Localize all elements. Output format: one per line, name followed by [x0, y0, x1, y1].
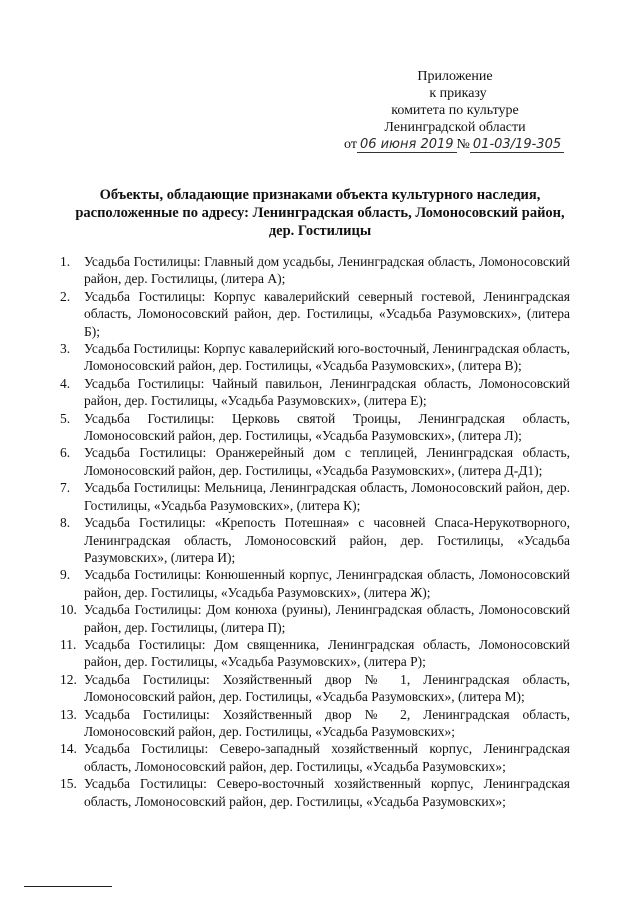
list-item-number: 1.	[60, 254, 71, 269]
list-item-number: 11.	[60, 636, 77, 652]
order-number-sign: №	[456, 137, 470, 152]
list-item-text: Усадьба Гостилицы: Оранжерейный дом с теплицей, Ленинградская область, Ломоносовский район, дер. Гостилицы, «Усадьба Разумовских», (литера Д-Д1);	[84, 445, 570, 478]
list-item-number: 7.	[60, 480, 71, 496]
list-item	[60, 636, 570, 671]
list-item-text: Усадьба Гостилицы: Хозяйственный двор № 2, Ленинградская область, Ломоносовский район, дер. Гостилицы, «Усадьба Разумовских»;	[84, 706, 570, 739]
list-item-number: 6.	[60, 445, 71, 461]
list-item-text: Усадьба Гостилицы: Главный дом усадьбы, Ленинградская область, Ломоносовский район, дер. Гостилицы, (литера А);	[84, 254, 570, 287]
list-item	[60, 340, 570, 375]
list-item-text: Усадьба Гостилицы: Церковь святой Троицы, Ленинградская область, Ломоносовский район, дер. Гостилицы, «Усадьба Разумовских», (литера Л);	[84, 410, 570, 444]
list-item-text: Усадьба Гостилицы: Дом священника, Ленинградская область, Ломоносовский район, дер. Гостилицы, «Усадьба Разумовских», (литера Р);	[84, 636, 570, 670]
list-item-number: 5.	[60, 410, 71, 426]
order-from-label: от	[344, 137, 357, 152]
appendix-region: Ленинградской области	[384, 120, 526, 135]
list-item-text: Усадьба Гостилицы: Конюшенный корпус, Ленинградская область, Ломоносовский район, дер. Гостилицы, «Усадьба Разумовских», (литера Ж);	[84, 567, 570, 600]
appendix-to-order: к приказу	[429, 86, 487, 101]
list-item-number: 9.	[60, 567, 71, 583]
list-item	[60, 253, 570, 288]
order-number-handwritten: 01-03/19-305	[470, 137, 564, 153]
list-item-number: 4.	[60, 375, 71, 391]
list-item	[60, 375, 570, 410]
list-item-number: 12.	[60, 671, 77, 687]
list-item	[60, 288, 570, 340]
list-item-number: 3.	[60, 341, 71, 357]
list-item-text: Усадьба Гостилицы: «Крепость Потешная» с часовней Спаса-Нерукотворного, Ленинградская область, Ломоносовский район, дер. Гостилицы, «Усадьба Разумовских», (литера И);	[84, 515, 570, 565]
list-item	[60, 601, 570, 636]
list-item-text: Усадьба Гостилицы: Корпус кавалерийский северный гостевой, Ленинградская область, Ломоносовский район, дер. Гостилицы, «Усадьба Разумовских», (литера Б);	[84, 288, 570, 339]
objects-list	[60, 253, 570, 810]
list-item-text: Усадьба Гостилицы: Хозяйственный двор № 1, Ленинградская область, Ломоносовский район, дер. Гостилицы, «Усадьба Разумовских», (литера М);	[84, 671, 570, 705]
list-item-text: Усадьба Гостилицы: Дом конюха (руины), Ленинградская область, Ломоносовский район, дер. Гостилицы, (литера П);	[84, 602, 570, 635]
list-item	[60, 566, 570, 601]
list-item	[60, 444, 570, 479]
list-item-number: 10.	[60, 602, 77, 618]
title-line-2: расположенные по адресу: Ленинградская область, Ломоносовский район,	[75, 205, 565, 221]
list-item	[60, 706, 570, 741]
appendix-header	[330, 68, 580, 136]
appendix-committee: комитета по культуре	[391, 103, 519, 118]
document-title	[60, 186, 580, 240]
order-reference	[344, 136, 564, 153]
list-item-number: 2.	[60, 288, 71, 304]
list-item	[60, 775, 570, 810]
list-item-number: 8.	[60, 515, 71, 531]
title-line-3: дер. Гостилицы	[268, 223, 372, 239]
list-item-number: 15.	[60, 776, 77, 792]
title-line-1: Объекты, обладающие признаками объекта культурного наследия,	[99, 187, 541, 203]
list-item	[60, 410, 570, 445]
list-item	[60, 479, 570, 514]
list-item-text: Усадьба Гостилицы: Корпус кавалерийский юго-восточный, Ленинградская область, Ломоносовский район, дер. Гостилицы, «Усадьба Разумовских», (литера В);	[84, 341, 570, 374]
list-item	[60, 740, 570, 775]
list-item-number: 14.	[60, 741, 77, 757]
list-item	[60, 514, 570, 566]
appendix-title: Приложение	[417, 69, 493, 84]
order-date-handwritten: 06 июня 2019	[357, 137, 457, 153]
list-item-number: 13.	[60, 706, 77, 722]
footnote-divider	[24, 886, 112, 887]
list-item-text: Усадьба Гостилицы: Северо-западный хозяйственный корпус, Ленинградская область, Ломоносовский район, дер. Гостилицы, «Усадьба Разумовских»;	[84, 741, 570, 774]
list-item-text: Усадьба Гостилицы: Северо-восточный хозяйственный корпус, Ленинградская область, Ломоносовский район, дер. Гостилицы, «Усадьба Разумовских»;	[84, 776, 570, 809]
list-item	[60, 671, 570, 706]
list-item-text: Усадьба Гостилицы: Чайный павильон, Ленинградская область, Ломоносовский район, дер. Гостилицы, «Усадьба Разумовских», (литера Е);	[84, 375, 570, 409]
list-item-text: Усадьба Гостилицы: Мельница, Ленинградская область, Ломоносовский район, дер. Гостилицы, «Усадьба Разумовских», (литера К);	[84, 480, 570, 513]
